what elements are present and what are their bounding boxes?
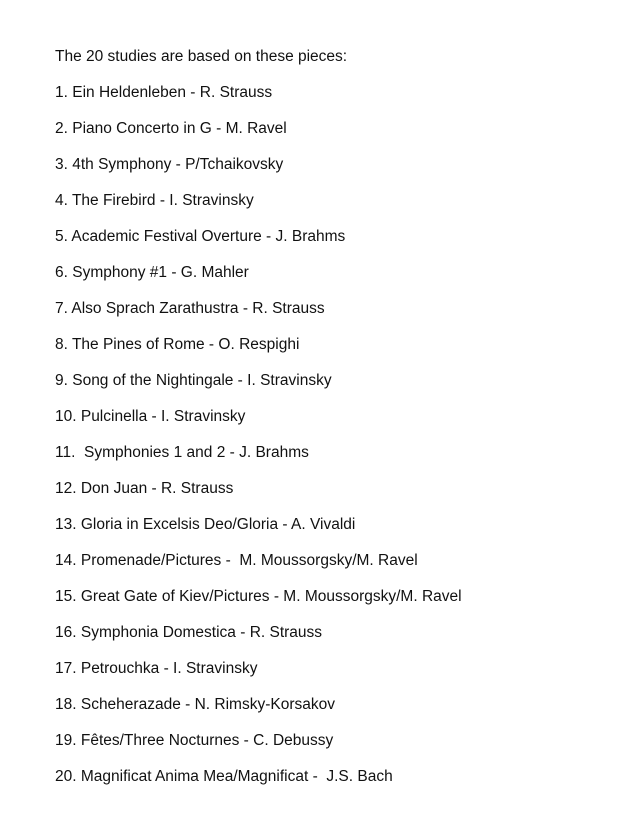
list-item: 15. Great Gate of Kiev/Pictures - M. Moussorgsky/M. Ravel [55,588,462,605]
list-item: 18. Scheherazade - N. Rimsky-Korsakov [55,696,335,713]
pieces-list [55,83,462,803]
list-item: 2. Piano Concerto in G - M. Ravel [55,120,287,137]
list-item: 13. Gloria in Excelsis Deo/Gloria - A. Vivaldi [55,516,356,533]
list-item: 12. Don Juan - R. Strauss [55,480,234,497]
list-item: 10. Pulcinella - I. Stravinsky [55,408,246,425]
list-item: 3. 4th Symphony - P/Tchaikovsky [55,156,284,173]
list-item: 16. Symphonia Domestica - R. Strauss [55,624,323,641]
intro-text: The 20 studies are based on these pieces: [55,48,348,65]
list-item: 7. Also Sprach Zarathustra - R. Strauss [55,300,325,317]
list-item: 17. Petrouchka - I. Stravinsky [55,660,258,677]
list-item: 6. Symphony #1 - G. Mahler [55,264,249,281]
list-item: 11. Symphonies 1 and 2 - J. Brahms [55,444,309,461]
list-item: 5. Academic Festival Overture - J. Brahms [55,228,346,245]
list-item: 9. Song of the Nightingale - I. Stravinsky [55,372,332,389]
list-item: 4. The Firebird - I. Stravinsky [55,192,254,209]
list-item: 19. Fêtes/Three Nocturnes - C. Debussy [55,732,334,749]
list-item: 14. Promenade/Pictures - M. Moussorgsky/M. Ravel [55,552,418,569]
list-item: 1. Ein Heldenleben - R. Strauss [55,84,273,101]
list-item: 8. The Pines of Rome - O. Respighi [55,336,300,353]
list-item: 20. Magnificat Anima Mea/Magnificat - J.S. Bach [55,768,393,785]
